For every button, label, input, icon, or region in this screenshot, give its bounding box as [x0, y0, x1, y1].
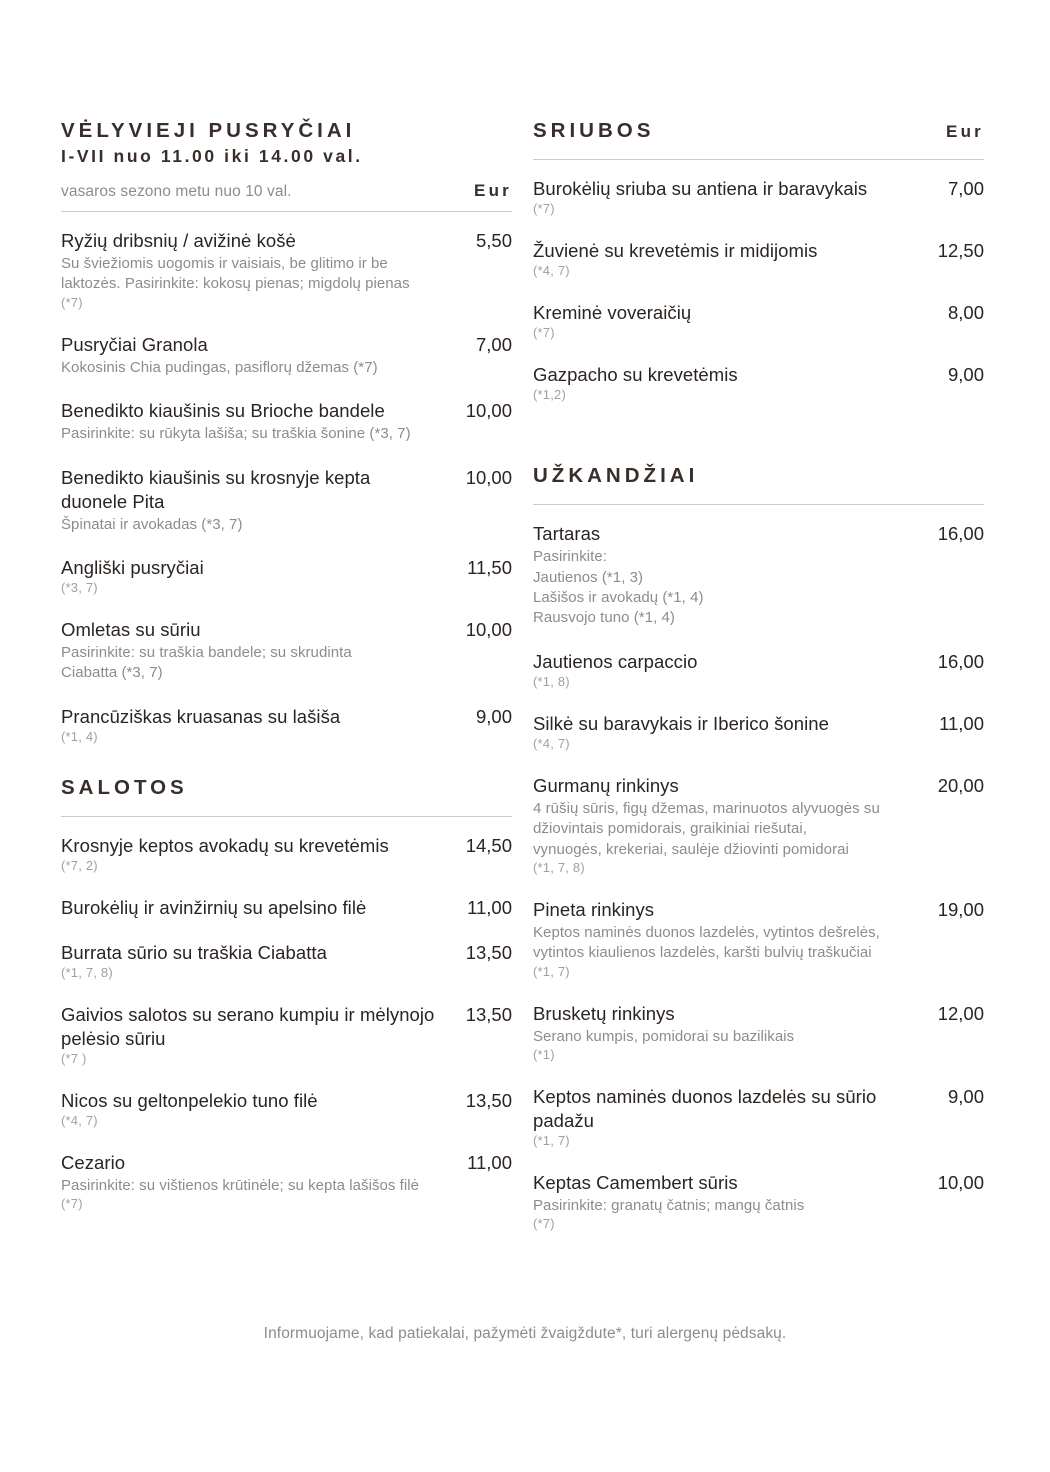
menu-item-description [61, 643, 461, 684]
section-spacer [61, 767, 512, 775]
menu-item-name: Keptos naminės duonos lazdelės su sūrio padažu [533, 1085, 877, 1131]
menu-item-price: 13,50 [465, 1089, 512, 1111]
section-header [61, 118, 512, 168]
menu-item-description [533, 923, 933, 964]
menu-item-name: Prancūziškas kruasanas su lašiša [61, 705, 341, 727]
menu-item-row [61, 941, 512, 965]
menu-item-description [533, 1196, 933, 1216]
menu-item-description-line: vynuogės, krekeriai, saulėje džiovinti pomidorai [533, 840, 849, 858]
section-divider [61, 816, 512, 817]
menu-item [61, 896, 512, 920]
menu-item-name: Silkė su baravykais ir Iberico šonine [533, 712, 829, 734]
menu-item-description-line: Serano kumpis, pomidorai su bazilikais [533, 1027, 795, 1045]
menu-item-price: 19,00 [937, 898, 984, 920]
menu-item-allergens: (*1, 8) [533, 673, 570, 689]
menu-item [533, 898, 984, 981]
menu-item-row [533, 774, 984, 798]
menu-item-description-line: Špinatai ir avokadas (*3, 7) [61, 515, 243, 533]
menu-item-description-line: džiovintais pomidorais, graikiniai riešutai, [533, 820, 807, 838]
menu-item [61, 1151, 512, 1213]
menu-item-description [533, 547, 933, 629]
menu-item [533, 1002, 984, 1064]
menu-item [533, 712, 984, 753]
menu-item-description [533, 1027, 933, 1047]
section-title: SRIUBOS [533, 119, 655, 142]
menu-item-name: Gurmanų rinkinys [533, 774, 679, 796]
menu-item-allergens: (*1) [533, 1046, 555, 1062]
menu-item-price: 7,00 [475, 333, 512, 355]
menu-item-name: Burokėlių sriuba su antiena ir baravykais [533, 178, 868, 200]
menu-item-description-line: Pasirinkite: su traškia bandele; su skrudinta [61, 644, 352, 662]
menu-item-price: 9,00 [947, 1085, 984, 1107]
menu-item-description-line: 4 rūšių sūris, figų džemas, marinuotos alyvuogės su [533, 799, 880, 817]
section-title: SALOTOS [61, 775, 188, 799]
menu-item [533, 177, 984, 218]
menu-item-row [533, 1085, 984, 1133]
menu-item [533, 522, 984, 629]
menu-item-row [533, 177, 984, 201]
section-title-block [533, 118, 654, 144]
menu-item-price: 9,00 [947, 364, 984, 386]
section-note-row [61, 181, 512, 201]
menu-item [61, 333, 512, 378]
menu-item-allergens: (*1,2) [533, 387, 566, 403]
menu-item-row [61, 466, 512, 514]
section-title-block [61, 775, 188, 801]
menu-item-allergens: (*4, 7) [533, 735, 570, 751]
menu-item-name: Jautienos carpaccio [533, 650, 698, 672]
menu-item-row [61, 705, 512, 729]
menu-item-allergens: (*7) [533, 325, 555, 341]
menu-item-allergens: (*7) [533, 1216, 555, 1232]
menu-item-row [533, 1002, 984, 1026]
menu-item-description [61, 358, 461, 378]
menu-item-row [533, 239, 984, 263]
menu-item-row [61, 229, 512, 253]
menu-item-row [61, 1089, 512, 1113]
menu-item-name: Keptas Camembert sūris [533, 1171, 738, 1193]
menu-item-description [61, 424, 461, 444]
allergen-footer-note: Informuojame, kad patiekalai, pažymėti žvaigždute*, turi alergenų pėdsakų. [263, 1325, 787, 1342]
section-title: VĖLYVIEJI PUSRYČIAI [61, 119, 356, 142]
menu-item-name: Brusketų rinkinys [533, 1002, 675, 1024]
section-subtitle: I-VII nuo 11.00 iki 14.00 val. [61, 146, 363, 167]
menu-item [533, 363, 984, 404]
menu-item-description-line: Rausvojo tuno (*1, 4) [533, 609, 675, 627]
menu-item-description [61, 1176, 461, 1196]
menu-item-name: Pusryčiai Granola [61, 333, 208, 355]
menu-item-name: Cezario [61, 1151, 126, 1173]
section-divider [533, 159, 984, 160]
menu-item-allergens: (*1, 7) [533, 963, 570, 979]
menu-item-description-line: Lašišos ir avokadų (*1, 4) [533, 589, 704, 607]
menu-item-price: 14,50 [465, 835, 512, 856]
menu-item [533, 301, 984, 342]
left-column [61, 118, 512, 1234]
menu-section-uzkandziai [533, 463, 984, 1233]
menu-item-name: Omletas su sūriu [61, 619, 201, 640]
menu-item-description [533, 799, 933, 860]
menu-item-price: 9,00 [475, 705, 512, 727]
menu-item-row [61, 1151, 512, 1175]
menu-item-name: Krosnyje keptos avokadų su krevetėmis [61, 835, 389, 856]
section-header [61, 775, 512, 801]
menu-item-allergens: (*4, 7) [533, 263, 570, 279]
menu-item-row [61, 399, 512, 423]
section-divider [61, 211, 512, 212]
menu-item [61, 941, 512, 982]
menu-section-salotos [61, 775, 512, 1213]
menu-item-price: 10,00 [465, 400, 512, 422]
menu-item-name: Benedikto kiaušinis su Brioche bandele [61, 400, 385, 422]
menu-item-row [61, 556, 512, 580]
menu-item-row [533, 898, 984, 922]
menu-item-name: Gazpacho su krevetėmis [533, 364, 738, 386]
menu-item-name: Gaivios salotos su serano kumpiu ir mėlynojo pelėsio sūriu [61, 1003, 435, 1049]
menu-item-row [61, 618, 512, 642]
menu-item [533, 239, 984, 280]
currency-label: Eur [474, 180, 512, 200]
menu-item-allergens: (*4, 7) [61, 1112, 98, 1128]
menu-section-sriubos [533, 118, 984, 404]
menu-section-velyvieji-pusryciai [61, 118, 512, 746]
menu-item-name: Nicos su geltonpelekio tuno filė [61, 1089, 318, 1111]
section-title-block [533, 463, 698, 489]
menu-item-price: 16,00 [937, 650, 984, 672]
section-title: UŽKANDŽIAI [533, 463, 699, 487]
menu-item [533, 1171, 984, 1233]
menu-item [61, 705, 512, 746]
menu-item-name: Tartaras [533, 523, 601, 545]
menu-item-row [61, 834, 512, 858]
menu-item-price: 5,50 [475, 229, 512, 251]
menu-item-row [61, 1003, 512, 1051]
menu-item-name: Burrata sūrio su traškia Ciabatta [61, 941, 327, 963]
menu-item [61, 618, 512, 684]
menu-item-description-line: Keptos naminės duonos lazdelės, vytintos dešrelės, [533, 923, 880, 941]
menu-item-name: Žuvienė su krevetėmis ir midijomis [533, 240, 818, 262]
menu-item-price: 11,50 [467, 557, 512, 579]
section-divider [533, 504, 984, 505]
menu-item-description-line: Ciabatta (*3, 7) [61, 664, 163, 682]
menu-item-row [533, 712, 984, 736]
menu-item-row [533, 1171, 984, 1195]
menu-item-name: Ryžių dribsnių / avižinė košė [61, 229, 296, 251]
menu-item-description-line: Pasirinkite: [533, 548, 607, 566]
menu-item-price: 10,00 [465, 466, 512, 488]
menu-item-price: 10,00 [937, 1171, 984, 1193]
menu-item-description-line: Pasirinkite: su rūkyta lašiša; su traškia šonine (*3, 7) [61, 425, 411, 443]
menu-item-description-line: Jautienos (*1, 3) [533, 568, 644, 586]
menu-item [61, 229, 512, 312]
menu-item-price: 11,00 [939, 712, 984, 734]
menu-item-name: Angliški pusryčiai [61, 557, 204, 579]
menu-item-row [533, 522, 984, 546]
menu-item-description-line: Kokosinis Chia pudingas, pasiflorų džemas (*7) [61, 358, 378, 376]
menu-item-price: 12,50 [937, 240, 984, 262]
menu-item [61, 1089, 512, 1130]
menu-item-allergens: (*7 ) [61, 1051, 87, 1067]
menu-item-price: 16,00 [937, 523, 984, 545]
menu-item [61, 834, 512, 875]
menu-item [61, 466, 512, 535]
menu-item-allergens: (*1, 7, 8) [61, 965, 113, 981]
menu-item [533, 774, 984, 877]
menu-item-allergens: (*7) [61, 1196, 83, 1212]
menu-item-price: 10,00 [465, 619, 512, 640]
menu-item-allergens: (*7) [533, 201, 555, 217]
menu-item [61, 556, 512, 597]
menu-item-allergens: (*7) [61, 294, 83, 310]
menu-item-description-line: laktozės. Pasirinkite: kokosų pienas; migdolų pienas [61, 275, 410, 293]
menu-item-price: 13,50 [465, 1003, 512, 1025]
menu-item [61, 399, 512, 444]
menu-item-allergens: (*7, 2) [61, 858, 98, 874]
menu-item-row [533, 650, 984, 674]
section-spacer [533, 425, 984, 463]
menu-item-name: Burokėlių ir avinžirnių su apelsino filė [61, 896, 367, 918]
menu-item-row [61, 896, 512, 920]
menu-item-price: 12,00 [937, 1002, 984, 1024]
menu-item [533, 1085, 984, 1150]
menu-item-name: Pineta rinkinys [533, 898, 655, 920]
menu-item-description [61, 254, 461, 295]
section-note: vasaros sezono metu nuo 10 val. [61, 182, 292, 200]
section-title-block [61, 118, 363, 168]
menu-item-name: Benedikto kiaušinis su krosnyje kepta duonele Pita [61, 466, 371, 512]
menu-item-description-line: Pasirinkite: granatų čatnis; mangų čatnis [533, 1196, 805, 1214]
menu-item-price: 8,00 [947, 302, 984, 324]
menu-item-allergens: (*1, 7) [533, 1132, 570, 1148]
menu-item-row [533, 363, 984, 387]
menu-item-name: Kreminė voveraičių [533, 302, 692, 324]
menu-item-price: 7,00 [947, 178, 984, 200]
menu-item-row [533, 301, 984, 325]
right-column [533, 118, 984, 1254]
menu-item-description-line: Su šviežiomis uogomis ir vaisiais, be glitimo ir be [61, 255, 388, 273]
menu-item-price: 11,00 [467, 1151, 512, 1173]
menu-columns [61, 118, 983, 1254]
section-header [533, 463, 984, 489]
menu-item-price: 20,00 [937, 774, 984, 796]
menu-item [533, 650, 984, 691]
section-header [533, 118, 984, 144]
menu-item-price: 13,50 [465, 941, 512, 963]
menu-item-allergens: (*1, 7, 8) [533, 859, 585, 875]
menu-item-description-line: Pasirinkite: su vištienos krūtinėle; su kepta lašišos filė [61, 1176, 420, 1194]
menu-item-description [61, 515, 461, 535]
menu-item-description-line: vytintos kiaulienos lazdelės, karšti bulvių traškučiai [533, 944, 872, 962]
menu-item-allergens: (*1, 4) [61, 728, 98, 744]
currency-label: Eur [946, 122, 984, 141]
menu-item-row [61, 333, 512, 357]
menu-item-allergens: (*3, 7) [61, 580, 98, 596]
menu-item [61, 1003, 512, 1068]
menu-item-price: 11,00 [467, 896, 512, 918]
